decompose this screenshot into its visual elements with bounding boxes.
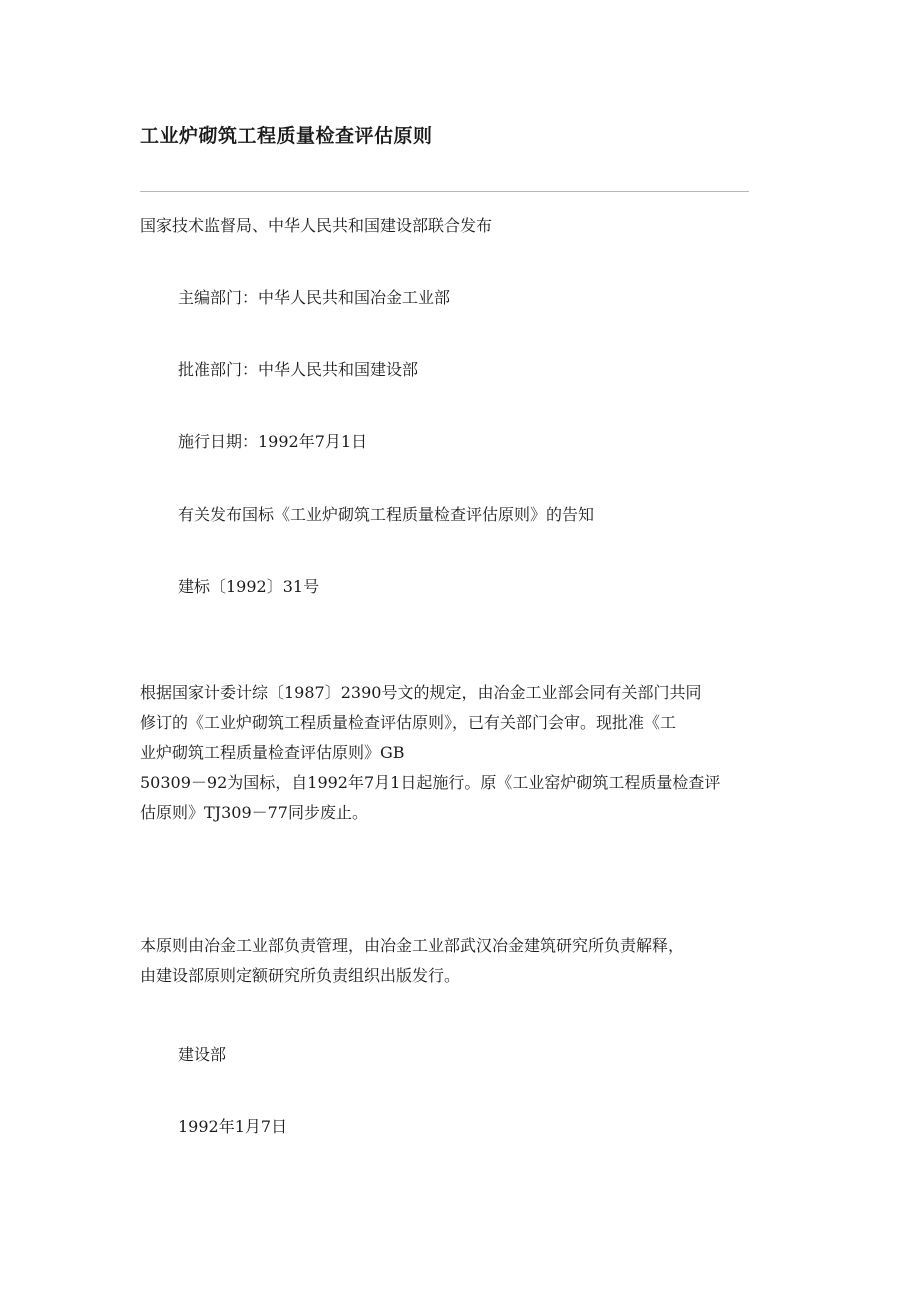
publisher-line: 国家技术监督局、中华人民共和国建设部联合发布: [140, 216, 493, 235]
notice-number-line: 建标〔1992〕31号: [178, 577, 320, 596]
effective-date-line: 施行日期：1992年7月1日: [178, 432, 368, 451]
title-divider: [140, 191, 749, 192]
paragraph-line: 本原则由冶金工业部负责管理，由冶金工业部武汉冶金建筑研究所负责解释，: [140, 936, 685, 955]
paragraph-line: 50309－92为国标，自1992年7月1日起施行。原《工业窑炉砌筑工程质量检查评: [140, 773, 721, 792]
paragraph-line: 根据国家计委计综〔1987〕2390号文的规定，由冶金工业部会同有关部门共同: [140, 683, 702, 702]
notice-title-line: 有关发布国标《工业炉砌筑工程质量检查评估原则》的告知: [178, 505, 595, 524]
document-title: 工业炉砌筑工程质量检查评估原则: [140, 125, 433, 147]
paragraph-line: 由建设部原则定额研究所负责组织出版发行。: [140, 966, 461, 985]
signature-line: 建设部: [178, 1045, 227, 1064]
paragraph-management: [140, 931, 780, 991]
approver-line: 批准部门：中华人民共和国建设部: [178, 360, 419, 379]
paragraph-line: 修订的《工业炉砌筑工程质量检查评估原则》，已有关部门会审。现批准《工: [140, 713, 677, 732]
paragraph-line: 业炉砌筑工程质量检查评估原则》GB: [140, 743, 405, 762]
paragraph-approval: [140, 678, 780, 828]
signature-date-line: 1992年1月7日: [178, 1117, 288, 1136]
chief-editor-line: 主编部门：中华人民共和国冶金工业部: [178, 288, 451, 307]
paragraph-line: 估原则》TJ309－77同步废止。: [140, 803, 368, 822]
